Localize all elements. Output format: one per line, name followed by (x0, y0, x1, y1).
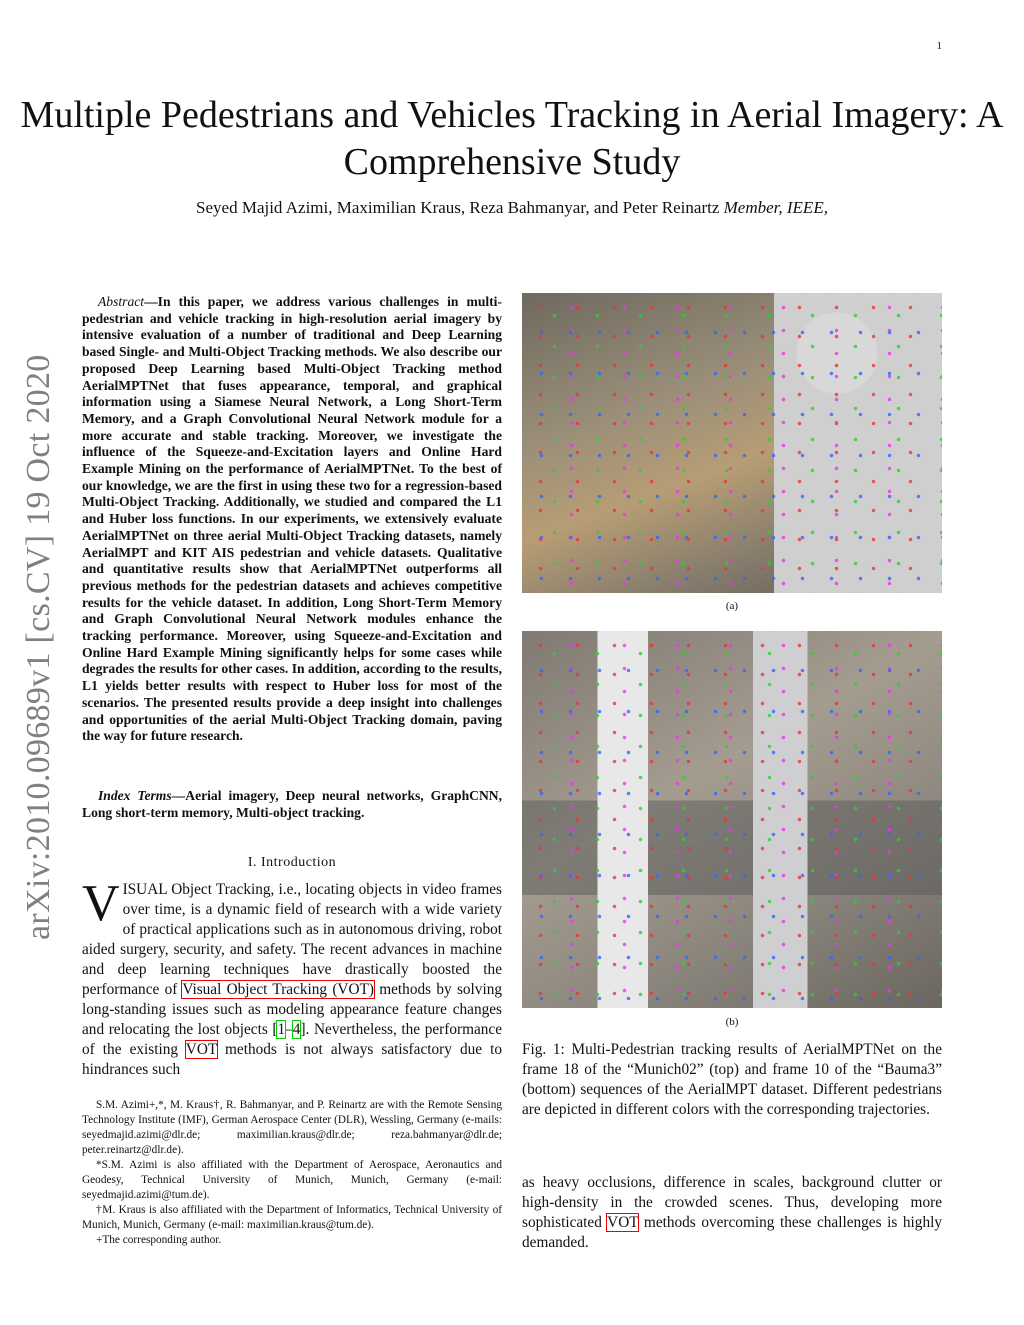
section-heading: I. Introduction (247, 855, 337, 870)
intro-text: methods by solving long-standing issues such as modeling appearance feature changes and relocating the lost objects [ (82, 981, 502, 1038)
acronym-link-vot[interactable]: VOT (185, 1041, 217, 1058)
footnote: +The corresponding author. (96, 1234, 222, 1246)
footnote: †M. Kraus is also affiliated with the Department of Informatics, Technical University of Munich, Munich, Germany (e-mail: maximilian.kraus@tum.de). (82, 1204, 502, 1231)
tracking-markers (522, 631, 942, 1008)
arxiv-identifier-stamp: arXiv:2010.09689v1 [cs.CV] 19 Oct 2020 (20, 354, 57, 940)
abstract-label: Abstract (98, 294, 145, 309)
abstract (82, 294, 502, 745)
footnote: S.M. Azimi+,*, M. Kraus†, R. Bahmanyar, and P. Reinartz are with the Remote Sensing Technology Institute (IMF), German Aerospace Center (DLR), Wessling, Germany (e-mails: seyedmajid.azimi@dlr.de; maximilian.kraus@dlr.de; reza.bahmanyar@dlr.de; peter.reinartz@dlr.de). (82, 1099, 502, 1156)
paper-title: Multiple Pedestrians and Vehicles Tracking in Aerial Imagery: A Comprehensive Study (20, 94, 1004, 183)
intro-paragraph (82, 875, 502, 1080)
index-terms (82, 788, 502, 821)
abstract-text: —In this paper, we address various challenges in multi-pedestrian and vehicle tracking in high-resolution aerial imagery by intensive evaluation of a number of traditional and Deep Learning based Single- and Multi-Object Tracking methods. We also describe our proposed Deep Learning based Multi-Object Tracking method AerialMPTNet that fuses appearance, temporal, and graphical information using a Siamese Neural Network, a Long Short-Term Memory, and a Graph Convolutional Neural Network module for a more accurate and stable tracking. Moreover, we investigate the influence of the Squeeze-and-Excitation layers and Online Hard Example Mining on the performance of AerialMPTNet. To the best of our knowledge, we are the first in using these two for a regression-based Multi-Object Tracking. Additionally, we studied and compared the L1 and Huber loss functions. In our experiments, we extensively evaluate AerialMPTNet on three aerial Multi-Object Tracking datasets, namely AerialMPT and KIT AIS pedestrian and vehicle datasets. Qualitative and quantitative results show that AerialMPTNet outperforms all previous methods for the pedestrian datasets and achieves competitive results for the vehicle dataset. In addition, Long Short-Term Memory and Graph Convolutional Neural Network modules enhance the tracking performance. Moreover, using Squeeze-and-Excitation and Online Hard Example Mining significantly helps for some cases while degrades the results for other cases. In addition, according to the results, L1 yields better results with respect to Huber loss for most of the scenarios. The presented results provide a deep insight into challenges and opportunities of the aerial Multi-Object Tracking domain, paving the way for future research. (82, 294, 502, 744)
index-terms-label: Index Terms (98, 788, 172, 803)
index-terms-text: —Aerial imagery, Deep neural networks, GraphCNN, Long short-term memory, Multi-object tracking. (82, 788, 503, 820)
right-column-paragraph (522, 1173, 942, 1253)
author-membership: Member, IEEE, (723, 198, 828, 217)
acronym-link-vot[interactable]: VOT (607, 1214, 639, 1231)
intro-text: methods is not always satisfactory due to hindrances such (82, 1041, 502, 1078)
footnotes (82, 1098, 502, 1248)
page-number: 1 (936, 40, 942, 52)
drop-cap: V (82, 875, 120, 932)
body-text: as heavy occlusions, difference in scales, background clutter or high-density in the crowded scenes. Thus, developing more sophisticated (522, 1174, 942, 1231)
figure-aerial-image-munich02 (522, 293, 942, 593)
subfigure-label-b: (b) (725, 1016, 739, 1028)
figure-caption: Fig. 1: Multi-Pedestrian tracking results of AerialMPTNet on the frame 18 of the “Munich02” (top) and frame 10 of the “Bauma3” (bottom) sequences of the AerialMPT dataset. Different pedestrians are depicted in different colors with the corresponding trajectories. (522, 1041, 942, 1118)
author-names: Seyed Majid Azimi, Maximilian Kraus, Reza Bahmanyar, and Peter Reinartz (196, 198, 720, 217)
figure-aerial-image-bauma3 (522, 631, 942, 1008)
intro-text: ISUAL Object Tracking, i.e., locating objects in video frames over time, is a dynamic field of research with a wide variety of practical applications such as in autonomous driving, robot aided surgery, security, and safety. The recent advances in machine and deep learning techniques have drastically boosted the performance of (82, 881, 502, 998)
subfigure-label-a: (a) (725, 600, 739, 612)
footnote: *S.M. Azimi is also affiliated with the Department of Aerospace, Aeronautics and Geodesy, Technical University of Munich, Munich, Germany (e-mail: seyedmajid.azimi@tum.de). (82, 1159, 502, 1201)
body-text: methods overcoming these challenges is highly demanded. (522, 1214, 942, 1251)
author-list (0, 198, 1024, 218)
citation-link[interactable]: 1 (277, 1021, 286, 1038)
citation-link[interactable]: 4 (292, 1021, 301, 1038)
acronym-link-vot[interactable]: Visual Object Tracking (VOT) (182, 981, 374, 998)
intro-text: – (285, 1021, 293, 1038)
tracking-markers (522, 293, 942, 593)
intro-text: ]. Nevertheless, the performance of the existing (82, 1021, 502, 1058)
